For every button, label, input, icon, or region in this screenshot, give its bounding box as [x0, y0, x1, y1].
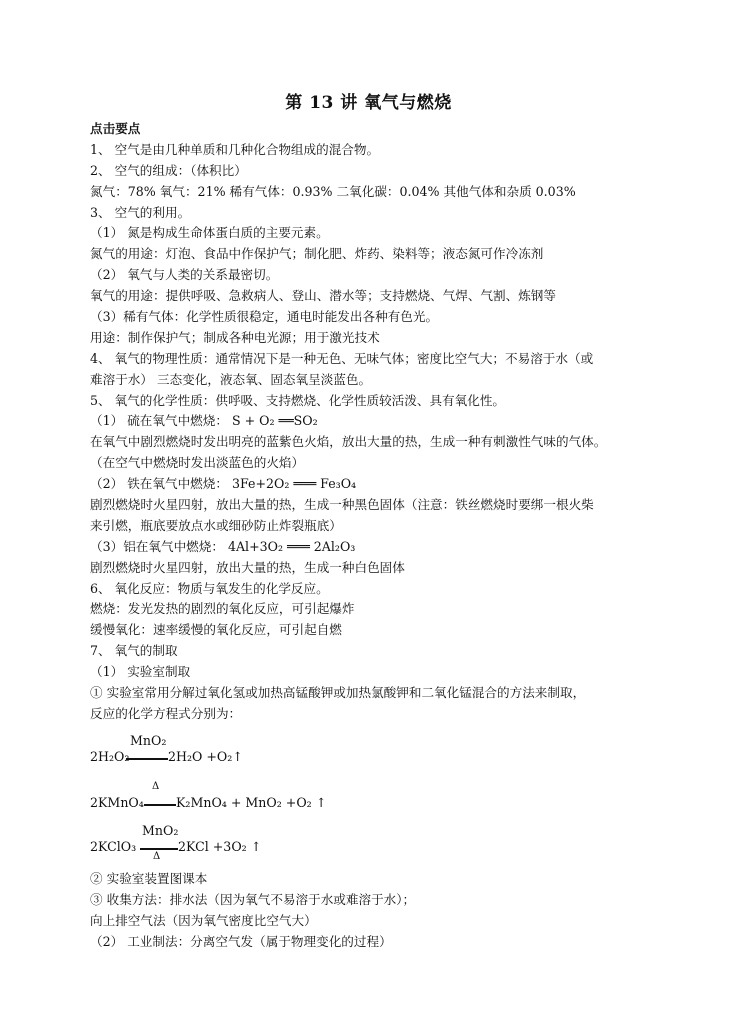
text-line: 向上排空气法（因为氧气密度比空气大） — [90, 912, 317, 928]
equation-arrow — [144, 804, 176, 806]
equation-arrow — [140, 848, 178, 850]
text-line: ② 实验室装置图课本 — [90, 870, 208, 886]
text-line: 剧烈燃烧时火星四射，放出大量的热，生成一种白色固体 — [90, 559, 405, 575]
equation-kclo3 — [90, 821, 690, 869]
text-line: 5、 氧气的化学性质：供呼吸、支持燃烧、化学性质较活泼、具有氧化性。 — [90, 392, 506, 408]
text-line: 在氧气中剧烈燃烧时发出明亮的蓝紫色火焰，放出大量的热，生成一种有刺激性气味的气体。 — [90, 434, 607, 450]
equation-lhs: 2KMnO₄ — [90, 794, 144, 810]
text-line: 3、 空气的利用。 — [90, 204, 191, 220]
text-line: （2） 铁在氧气中燃烧： 3Fe+2O₂ ═══ Fe₃O₄ — [90, 476, 357, 492]
equation-rhs: 2KCl +3O₂ ↑ — [178, 838, 262, 854]
text-line: （1） 实验室制取 — [90, 664, 191, 680]
text-line: 6、 氧化反应：物质与氧发生的化学反应。 — [90, 580, 329, 596]
equation-rhs: K₂MnO₄ + MnO₂ +O₂ ↑ — [176, 794, 327, 810]
document-body — [90, 119, 690, 952]
equation-kmno4 — [90, 777, 690, 817]
text-line: 反应的化学方程式分别为： — [90, 705, 242, 721]
text-line: （2） 工业制法：分离空气发（属于物理变化的过程） — [90, 933, 392, 949]
equation-arrow — [126, 758, 168, 760]
text-line: 氧气的用途：提供呼吸、急救病人、登山、潜水等；支持燃烧、气焊、气割、炼钢等 — [90, 288, 556, 304]
text-line: （2） 氧气与人类的关系最密切。 — [90, 267, 279, 283]
text-line: 难溶于水） 三态变化，液态氧、固态氧呈淡蓝色。 — [90, 371, 372, 387]
equation-lhs: 2KClO₃ — [90, 838, 137, 854]
text-line: ① 实验室常用分解过氧化氢或加热高锰酸钾或加热氯酸钾和二氧化锰混合的方法来制取， — [90, 685, 586, 701]
text-line: 7、 氧气的制取 — [90, 643, 178, 659]
equation-rhs: 2H₂O +O₂↑ — [168, 748, 243, 764]
text-line: （3）稀有气体：化学性质很稳定，通电时能发出各种有色光。 — [90, 309, 439, 325]
text-line: 缓慢氧化：速率缓慢的氧化反应，可引起自燃 — [90, 622, 342, 638]
text-line: 剧烈燃烧时火星四射，放出大量的热，生成一种黑色固体（注意：铁丝燃烧时要绑一根火柴 — [90, 497, 594, 513]
text-line: 用途：制作保护气；制成各种电光源；用于激光技术 — [90, 329, 380, 345]
content-block-b — [90, 869, 690, 953]
equation-condition-bottom: Δ — [153, 850, 161, 862]
content-block-a — [90, 119, 690, 725]
equation-condition-top: Δ — [152, 780, 160, 792]
text-line: 氮气的用途：灯泡、食品中作保护气；制化肥、炸药、染料等；液态氮可作冷冻剂 — [90, 246, 544, 262]
text-line: （3）铝在氧气中燃烧： 4Al+3O₂ ═══ 2Al₂O₃ — [90, 538, 356, 554]
text-line: 1、 空气是由几种单质和几种化合物组成的混合物。 — [90, 141, 380, 157]
text-line: （1） 氮是构成生命体蛋白质的主要元素。 — [90, 225, 329, 241]
text-line: ③ 收集方法：排水法（因为氧气不易溶于水或难溶于水）； — [90, 891, 416, 907]
equation-condition-top: MnO₂ — [142, 822, 179, 838]
equation-condition-top: MnO₂ — [130, 732, 167, 748]
text-line: 4、 氧气的物理性质：通常情况下是一种无色、无味气体；密度比空气大；不易溶于水（或 — [90, 350, 594, 366]
text-line: 点击要点 — [90, 121, 141, 136]
text-line: 氮气：78% 氧气：21% 稀有气体：0.93% 二氧化碳：0.04% 其他气体和杂质 0.03% — [90, 183, 576, 199]
equation-h2o2 — [90, 731, 690, 777]
text-line: 燃烧：发光发热的剧烈的氧化反应，可引起爆炸 — [90, 601, 355, 617]
equation-lhs: 2H₂O₂ — [90, 748, 130, 764]
text-line: 2、 空气的组成：（体积比） — [90, 162, 247, 178]
text-line: （1） 硫在氧气中燃烧： S + O₂ ══SO₂ — [90, 413, 318, 429]
page-title: 第 13 讲 氧气与燃烧 — [285, 93, 452, 113]
text-line: 来引燃，瓶底要放点水或细砂防止炸裂瓶底） — [90, 517, 342, 533]
text-line: （在空气中燃烧时发出淡蓝色的火焰） — [90, 455, 305, 471]
